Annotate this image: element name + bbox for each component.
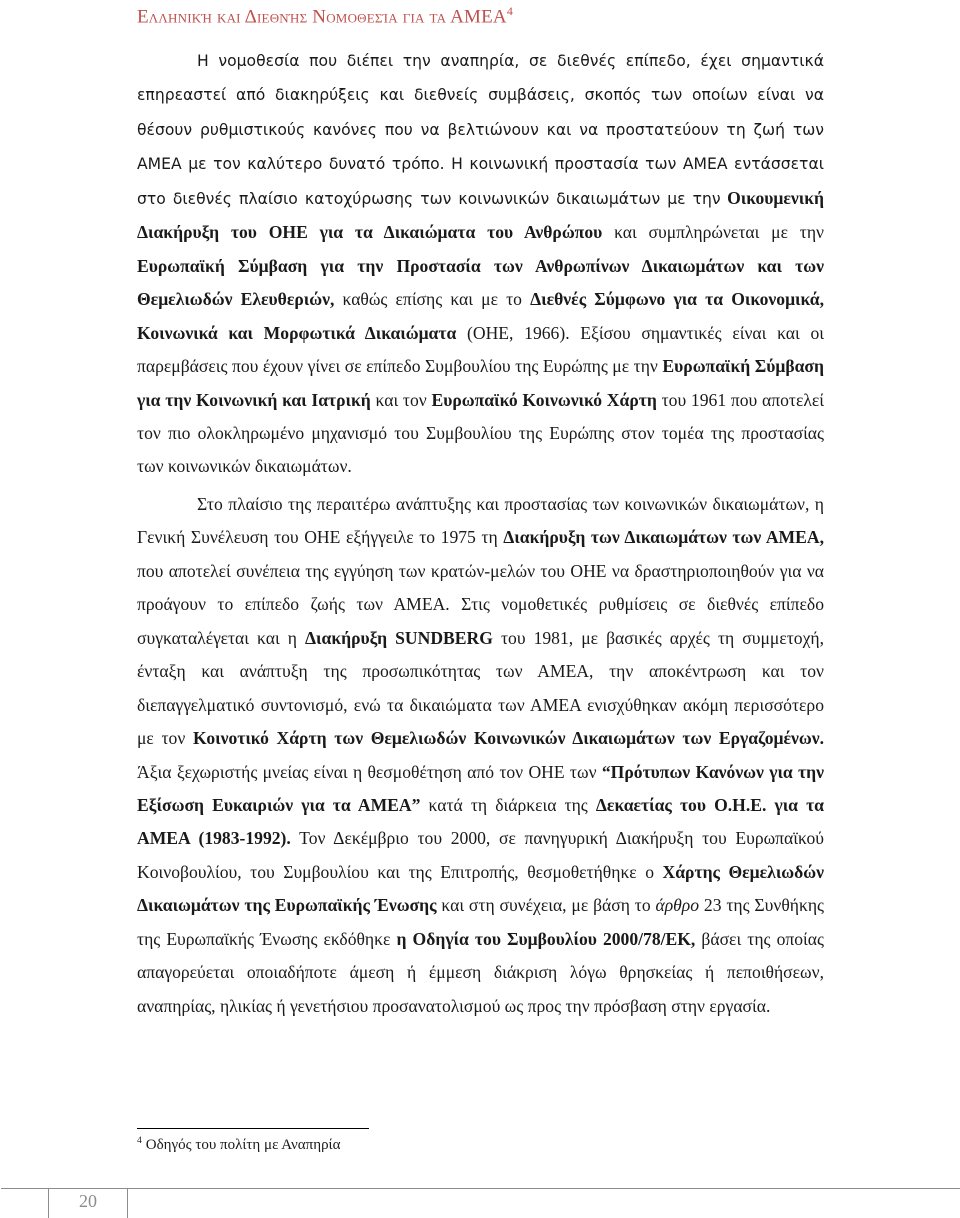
para1-term-european-social-medical-convention: Ευρωπαϊκή Σύμβαση για την Κοινωνική και Ιατρική (137, 356, 824, 410)
footnote-reference: 4 (506, 4, 514, 18)
para2-term-council-directive: η Οδηγία του Συμβουλίου 2000/78/ΕΚ, (396, 928, 696, 949)
para2-sentence-9: βάσει της οποίας απαγορεύεται οποιαδήποτε άμεση ή έμμεση διάκριση λόγω θρησκείας ή πεποιθήσεων, αναπηρίας, ηλικίας ή γενετήσιου προσανατολισμού ως προς την πρόσβαση στην εργασία. (137, 928, 824, 1016)
para2-term-community-charter: Κοινοτικό Χάρτη των Θεμελιωδών Κοινωνικών Δικαιωμάτων των Εργαζομένων. (192, 728, 824, 749)
footnote-text: Οδηγός του πολίτη με Αναπηρία (145, 1137, 341, 1153)
para2-italic-article: άρθρο (655, 895, 700, 916)
paragraph-1 (137, 44, 824, 484)
para2-sentence-4: Άξια ξεχωριστής μνείας είναι η θεσμοθέτηση από τον ΟΗΕ των (137, 761, 597, 782)
para2-sentence-5: κατά τη διάρκεια της (428, 794, 588, 815)
para1-term-international-covenant: Διεθνές Σύμφωνο για τα Οικονομικά, Κοινωνικά και Μορφωτικά Δικαιώματα (137, 289, 824, 343)
section-title (137, 4, 513, 28)
para1-sentence-5: και τον (375, 389, 427, 410)
para2-term-standard-rules: “Πρότυπων Κανόνων για την Εξίσωση Ευκαιριών για τα ΑΜΕΑ” (137, 761, 824, 815)
para2-sentence-6: Τον Δεκέμβριο του 2000, σε πανηγυρική Διακήρυξη του Ευρωπαϊκού Κοινοβουλίου, του Συμβουλίου και της Επιτροπής, θεσμοθετήθηκε ο (137, 828, 824, 882)
page-number-box (48, 1188, 128, 1218)
body-text (137, 44, 824, 1023)
para2-term-eu-charter: Χάρτης Θεμελιωδών Δικαιωμάτων της Ευρωπαϊκής Ένωσης (137, 861, 824, 916)
paragraph-2 (137, 488, 824, 1023)
para1-sentence-6: του 1961 που αποτελεί τον πιο ολοκληρωμένο μηχανισμό του Συμβουλίου της Ευρώπης στον τομέα της προστασίας των κοινωνικών δικαιωμάτων. (137, 389, 824, 477)
page-number: 20 (79, 1191, 97, 1211)
para2-term-sundberg-declaration: Διακήρυξη SUNDBERG (305, 627, 493, 648)
footnote-separator (137, 1128, 369, 1129)
para2-sentence-3: του 1981, με βασικές αρχές τη συμμετοχή, ένταξη και ανάπτυξη της προσωπικότητας των ΑΜΕΑ, την αποκέντρωση και τον διεπαγγελματικό συντονισμό, ενώ τα δικαιώματα των ΑΜΕΑ ενισχύθηκαν ακόμη περισσότερο με τον (137, 627, 824, 749)
footnote-number: 4 (137, 1136, 142, 1146)
para1-sentence-3: καθώς επίσης και με το (342, 289, 522, 310)
para2-sentence-7: και στη συνέχεια, με βάση το (441, 895, 651, 916)
para2-sentence-1: Στο πλαίσιο της περαιτέρω ανάπτυξης και προστασίας των κοινωνικών δικαιωμάτων, η Γενική Συνέλευση του ΟΗΕ εξήγγειλε το 1975 τη (137, 493, 824, 548)
para2-term-un-decade: Δεκαετίας του Ο.Η.Ε. για τα ΑΜΕΑ (1983-1992). (137, 794, 824, 849)
para1-term-universal-declaration: Οικουμενική Διακήρυξη του ΟΗΕ για τα Δικαιώματα του Ανθρώπου (137, 187, 824, 243)
section-title-text: Ελληνική και Διεθνής Νομοθεσία για τα ΑΜΕΑ (137, 6, 507, 28)
para2-sentence-2: που αποτελεί συνέπεια της εγγύηση των κρατών-μελών του ΟΗΕ να δραστηριοποιηθούν για να προάγουν το επίπεδο ζωής των ΑΜΕΑ. Στις νομοθετικές ρυθμίσεις σε διεθνές επίπεδο συγκαταλέγεται και η (137, 560, 824, 648)
para2-term-rights-declaration: Διακήρυξη των Δικαιωμάτων των ΑΜΕΑ, (503, 527, 824, 548)
para2-sentence-8: 23 της Συνθήκης της Ευρωπαϊκής Ένωσης εκδόθηκε (137, 895, 824, 949)
footnote (137, 1136, 340, 1154)
para1-sentence-2: και συμπληρώνεται με την (614, 222, 824, 243)
para1-sentence-4: (ΟΗΕ, 1966). Εξίσου σημαντικές είναι και οι παρεμβάσεις που έχουν γίνει σε επίπεδο Συμβουλίου της Ευρώπης με την (137, 322, 824, 377)
para1-term-european-social-charter: Ευρωπαϊκό Κοινωνικό Χάρτη (431, 389, 657, 410)
para1-term-european-convention: Ευρωπαϊκή Σύμβαση για την Προστασία των Ανθρωπίνων Δικαιωμάτων και των Θεμελιωδών Ελευθεριών, (137, 255, 824, 310)
para1-sentence-1: Η νομοθεσία που διέπει την αναπηρία, σε διεθνές επίπεδο, έχει σημαντικά επηρεαστεί από διακηρύξεις και διεθνείς συμβάσεις, σκοπός των οποίων είναι να θέσουν ρυθμιστικούς κανόνες που να βελτιώνουν και να προστατεύουν τη ζωή των ΑΜΕΑ με τον καλύτερο δυνατό τρόπο. Η κοινωνική προστασία των ΑΜΕΑ εντάσσεται στο διεθνές πλαίσιο κατοχύρωσης των κοινωνικών δικαιωμάτων με την (137, 52, 824, 208)
